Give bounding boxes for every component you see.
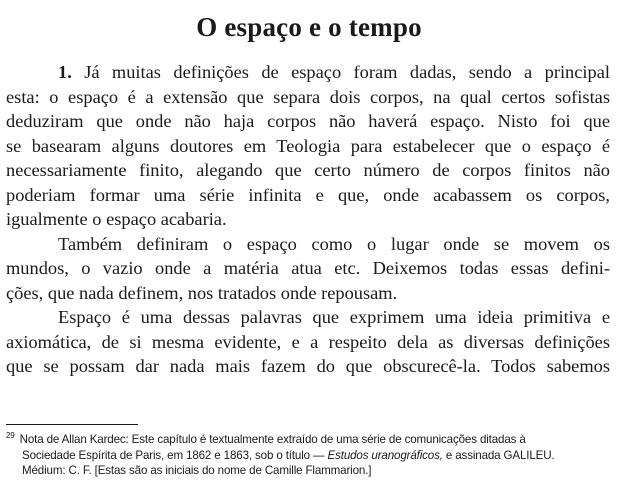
text-line: Também definiram o espaço como o lugar onde se movem os <box>58 233 610 254</box>
footnote-separator <box>6 424 138 425</box>
footnote-text: e assinada GALILEU. <box>442 448 555 462</box>
text-line: esta: o espaço é a extensão que separa dois corpos, na qual certos sofistas <box>6 86 610 107</box>
text-line: que se possam dar nada mais fazem do que obscurecê-la. Todos sabemos <box>6 356 610 376</box>
text-line: mundos, o vazio onde a matéria atua etc. Deixemos todas essas defini- <box>6 258 610 278</box>
footnote-line <box>6 448 616 464</box>
footnote-line: Médium: C. F. [Estas são as iniciais do nome de Camille Flammarion.] <box>22 464 372 477</box>
footnote-marker: 29 <box>6 431 15 441</box>
footnote-text: Nota de Allan Kardec: Este capítulo é textualmente extraído de uma série de comunicações ditadas à <box>19 433 526 446</box>
footnote-line <box>6 432 616 448</box>
footnote <box>6 432 616 479</box>
chapter-title: O espaço e o tempo <box>196 12 422 42</box>
text-line: igualmente o espaço acabaria. <box>6 209 227 229</box>
text-line: se basearam alguns doutores em Teologia para estabelecer que o espaço é <box>6 135 610 156</box>
text-line-content: Já muitas definições de espaço foram dadas, sendo a principal <box>71 62 610 82</box>
text-line: deduziram que onde não haja corpos não haverá espaço. Nisto foi que <box>6 111 610 131</box>
text-line <box>6 60 610 85</box>
text-line: Espaço é uma dessas palavras que exprimem uma ideia primitiva e <box>58 307 610 327</box>
paragraph-number: 1. <box>58 62 72 82</box>
paragraph-2 <box>6 232 610 306</box>
footnote-title-italic: Estudos uranográficos, <box>327 448 443 462</box>
text-line: poderiam formar uma série infinita e que, onde acabassem os corpos, <box>6 184 610 205</box>
text-line: ções, que nada definem, nos tratados onde repousam. <box>6 282 398 303</box>
footnote-text: Sociedade Espírita de Paris, em 1862 e 1863, sob o título — <box>22 448 328 462</box>
text-line: necessariamente finito, alegando que certo número de corpos finitos não <box>6 160 610 180</box>
paragraph-3 <box>6 305 610 379</box>
text-line: axiomática, de si mesma evidente, e a respeito dela as diversas definições <box>6 331 610 352</box>
body-text <box>6 60 610 379</box>
paragraph-1 <box>6 60 610 232</box>
